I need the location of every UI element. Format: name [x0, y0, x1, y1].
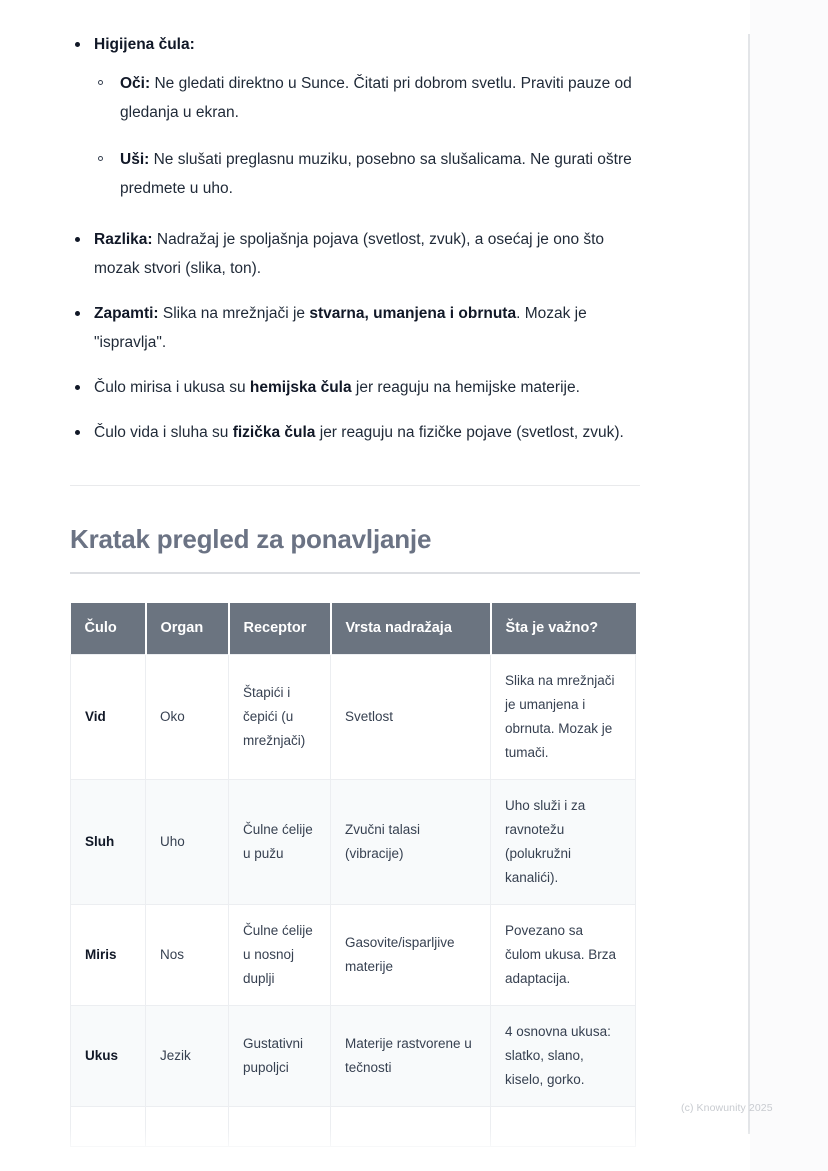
cell-organ [146, 1107, 229, 1147]
cell-organ: Oko [146, 655, 229, 780]
list-item-hygiene [70, 30, 640, 203]
hygiene-sublist [94, 69, 640, 203]
list-item-lead: Razlika: [94, 231, 153, 248]
table-row [71, 1006, 636, 1107]
list-item-chemical-senses [70, 373, 640, 402]
column-header-sense: Čulo [71, 603, 146, 654]
table-body [71, 655, 636, 1147]
cell-organ: Nos [146, 905, 229, 1006]
table-row [71, 780, 636, 905]
list-item-text-post: . Mozak je "ispravlja". [94, 305, 587, 351]
cell-important: Slika na mrežnjači je umanjena i obrnuta. Mozak je tumači. [491, 655, 636, 780]
column-header-organ: Organ [146, 603, 229, 654]
cell-organ: Uho [146, 780, 229, 905]
page-divider-line [748, 34, 750, 1134]
cell-sense: Miris [71, 905, 146, 1006]
list-item-remember [70, 299, 640, 357]
list-item-emphasis: stvarna, umanjena i obrnuta [309, 305, 517, 322]
cell-stimulus [331, 1107, 491, 1147]
sub-item-text: Ne slušati preglasnu muziku, posebno sa slušalicama. Ne gurati oštre predmete u uho. [120, 151, 632, 197]
notes-section [0, 0, 710, 447]
table-row [71, 905, 636, 1006]
cell-stimulus: Zvučni talasi (vibracije) [331, 780, 491, 905]
cell-important: Povezano sa čulom ukusa. Brza adaptacija. [491, 905, 636, 1006]
list-item-text-post: jer reaguju na fizičke pojave (svetlost, zvuk). [315, 424, 624, 441]
list-item-text-pre: Slika na mrežnjači je [158, 305, 310, 322]
page-title: Kratak pregled za ponavljanje [70, 524, 432, 554]
cell-stimulus: Materije rastvorene u tečnosti [331, 1006, 491, 1107]
cell-receptor: Gustativni pupoljci [229, 1006, 331, 1107]
cell-receptor: Štapići i čepići (u mrežnjači) [229, 655, 331, 780]
summary-table-wrap [0, 574, 710, 1147]
list-item-emphasis: hemijska čula [249, 379, 352, 396]
list-item-ears [94, 145, 640, 203]
list-item-lead: Higijena čula: [94, 36, 195, 53]
cell-stimulus: Gasovite/isparljive materije [331, 905, 491, 1006]
cell-stimulus: Svetlost [331, 655, 491, 780]
list-item-lead: Zapamti: [94, 305, 159, 322]
table-head [71, 603, 636, 654]
summary-table [70, 603, 636, 1147]
list-item-emphasis: fizička čula [232, 424, 316, 441]
section-divider-wrap [0, 463, 710, 486]
column-header-receptor: Receptor [229, 603, 331, 654]
list-item-difference [70, 225, 640, 283]
notes-list [70, 30, 640, 447]
list-item-text: Nadražaj je spoljašnja pojava (svetlost, zvuk), a osećaj je ono što mozak stvori (slika, ton). [94, 231, 605, 277]
cell-sense: Sluh [71, 780, 146, 905]
cell-receptor: Čulne ćelije u nosnoj duplji [229, 905, 331, 1006]
column-header-stimulus: Vrsta nadražaja [331, 603, 491, 654]
cell-sense: Vid [71, 655, 146, 780]
section-heading-wrap [0, 486, 710, 555]
table-row [71, 655, 636, 780]
list-item-text-post: jer reaguju na hemijske materije. [351, 379, 580, 396]
cell-organ: Jezik [146, 1006, 229, 1107]
cell-important: Uho služi i za ravnotežu (polukružni kanalići). [491, 780, 636, 905]
section-heading-underline-wrap [0, 555, 710, 574]
cell-important [491, 1107, 636, 1147]
right-side-panel [750, 0, 828, 1171]
cell-receptor: Čulne ćelije u pužu [229, 780, 331, 905]
cell-important: 4 osnovna ukusa: slatko, slano, kiselo, gorko. [491, 1006, 636, 1107]
table-row-partial [71, 1107, 636, 1147]
list-item-text-pre: Čulo mirisa i ukusa su [94, 379, 250, 396]
cell-sense [71, 1107, 146, 1147]
list-item-eyes [94, 69, 640, 127]
cell-sense: Ukus [71, 1006, 146, 1107]
cell-receptor [229, 1107, 331, 1147]
sub-item-text: Ne gledati direktno u Sunce. Čitati pri dobrom svetlu. Praviti pauze od gledanja u ekran. [120, 75, 632, 121]
watermark: (c) Knowunity 2025 [681, 1102, 773, 1114]
sub-item-lead: Uši: [120, 151, 150, 168]
table-header-row [71, 603, 636, 654]
list-item-physical-senses [70, 418, 640, 447]
list-item-text-pre: Čulo vida i sluha su [94, 424, 233, 441]
column-header-important: Šta je važno? [491, 603, 636, 654]
sub-item-lead: Oči: [120, 75, 151, 92]
